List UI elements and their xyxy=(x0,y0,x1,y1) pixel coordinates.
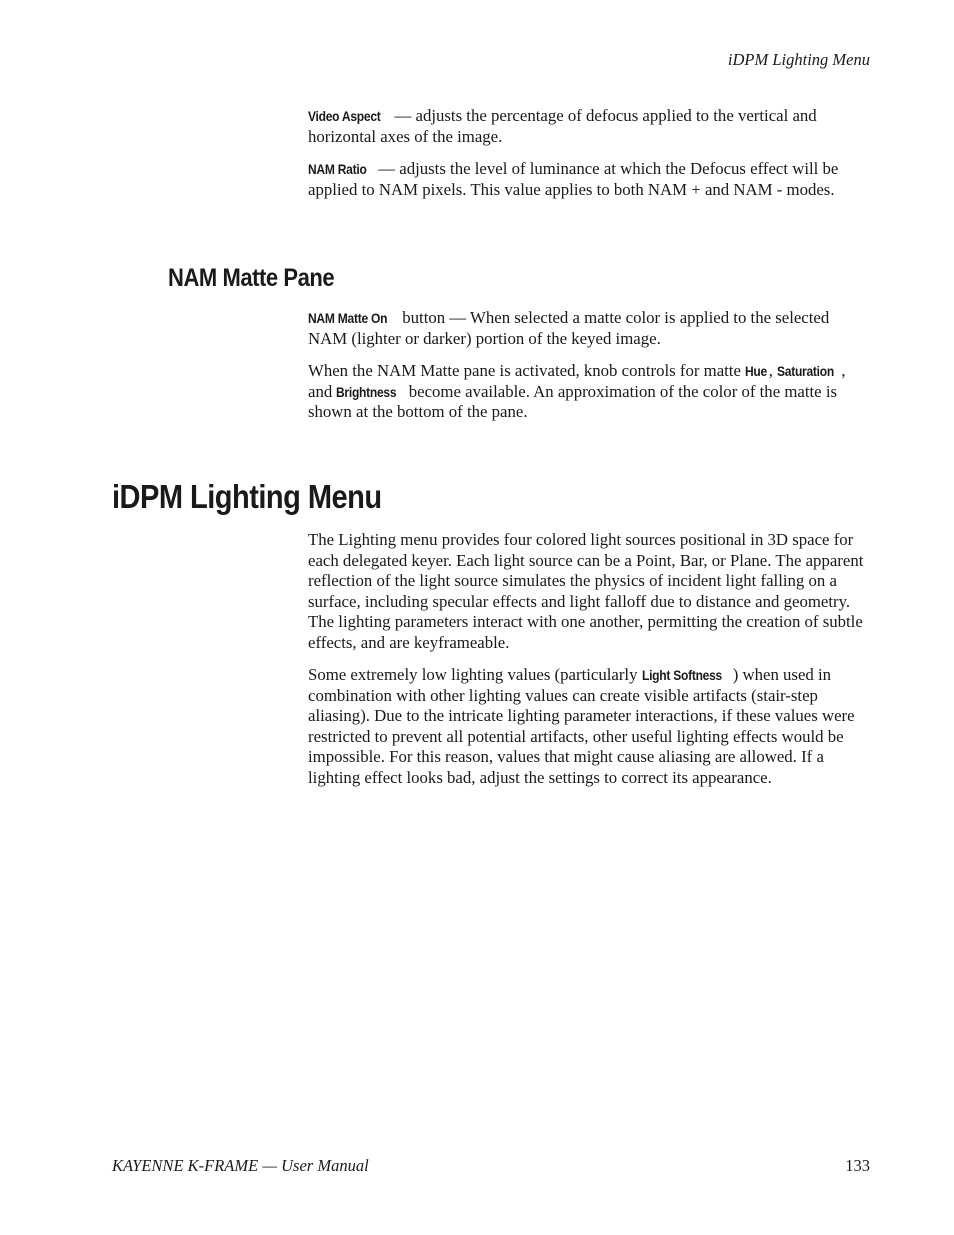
nam-ratio-term: NAM Ratio xyxy=(308,161,367,177)
lighting-intro-paragraph: The Lighting menu provides four colored light sources positional in 3D space for each delegated keyer. Each light source can be a Point, Bar, or Plane. The apparent reflection of the light source simulates the physics of incident light falling on a surface, including specular effects and light falloff due to distance and geometry. The lighting parameters interact with one another, permitting the creation of subtle effects, and are keyframeable. xyxy=(308,530,864,652)
brightness-term: Brightness xyxy=(336,383,397,400)
footer-manual-title: KAYENNE K-FRAME — User Manual xyxy=(112,1156,369,1175)
defocus-parameters xyxy=(308,106,870,212)
lighting-artifacts-paragraph xyxy=(308,665,870,788)
knobs-text-a: When the NAM Matte pane is activated, knob controls for matte xyxy=(308,361,746,380)
artifacts-text-a: Some extremely low lighting values (particularly xyxy=(308,665,642,684)
video-aspect-description: — adjusts the percentage of defocus applied to the vertical and horizontal axes of the image. xyxy=(308,106,817,146)
video-aspect-term: Video Aspect xyxy=(308,108,381,124)
nam-matte-on-term: NAM Matte On xyxy=(308,310,388,326)
nam-matte-on-paragraph xyxy=(308,308,870,349)
nam-ratio-paragraph xyxy=(308,159,870,200)
nam-matte-on-description: button — When selected a matte color is applied to the selected NAM (lighter or darker) portion of the keyed image. xyxy=(308,308,830,348)
saturation-term: Saturation xyxy=(777,363,835,379)
video-aspect-paragraph xyxy=(308,106,870,147)
idpm-lighting-menu-heading: iDPM Lighting Menu xyxy=(112,478,382,515)
artifacts-text-b: ) when used in combination with other lighting values can create visible artifacts (stair-step aliasing). Due to the intricate lighting parameter interactions, if these values were restricted to prevent all potential artifacts, other useful lighting effects would be impossible. For this reason, values that might cause aliasing are allowed. If a lighting effect looks bad, adjust the settings to correct its appearance. xyxy=(308,665,855,787)
knobs-text-b: , xyxy=(768,361,778,380)
light-softness-term: Light Softness xyxy=(641,667,722,683)
lighting-section xyxy=(308,530,870,800)
nam-matte-knobs-paragraph xyxy=(308,361,870,423)
running-header: iDPM Lighting Menu xyxy=(727,50,870,69)
page-number: 133 xyxy=(845,1156,870,1175)
knobs-text-d: become available. An approximation of the color of the matte is shown at the bottom of the pane. xyxy=(308,381,838,421)
knobs-text-c: , and xyxy=(308,361,846,401)
hue-term: Hue xyxy=(745,363,768,379)
nam-ratio-description: — adjusts the level of luminance at which the Defocus effect will be applied to NAM pixels. This value applies to both NAM + and NAM - modes. xyxy=(308,159,839,199)
nam-matte-section xyxy=(308,308,870,435)
nam-matte-pane-heading: NAM Matte Pane xyxy=(168,264,335,292)
